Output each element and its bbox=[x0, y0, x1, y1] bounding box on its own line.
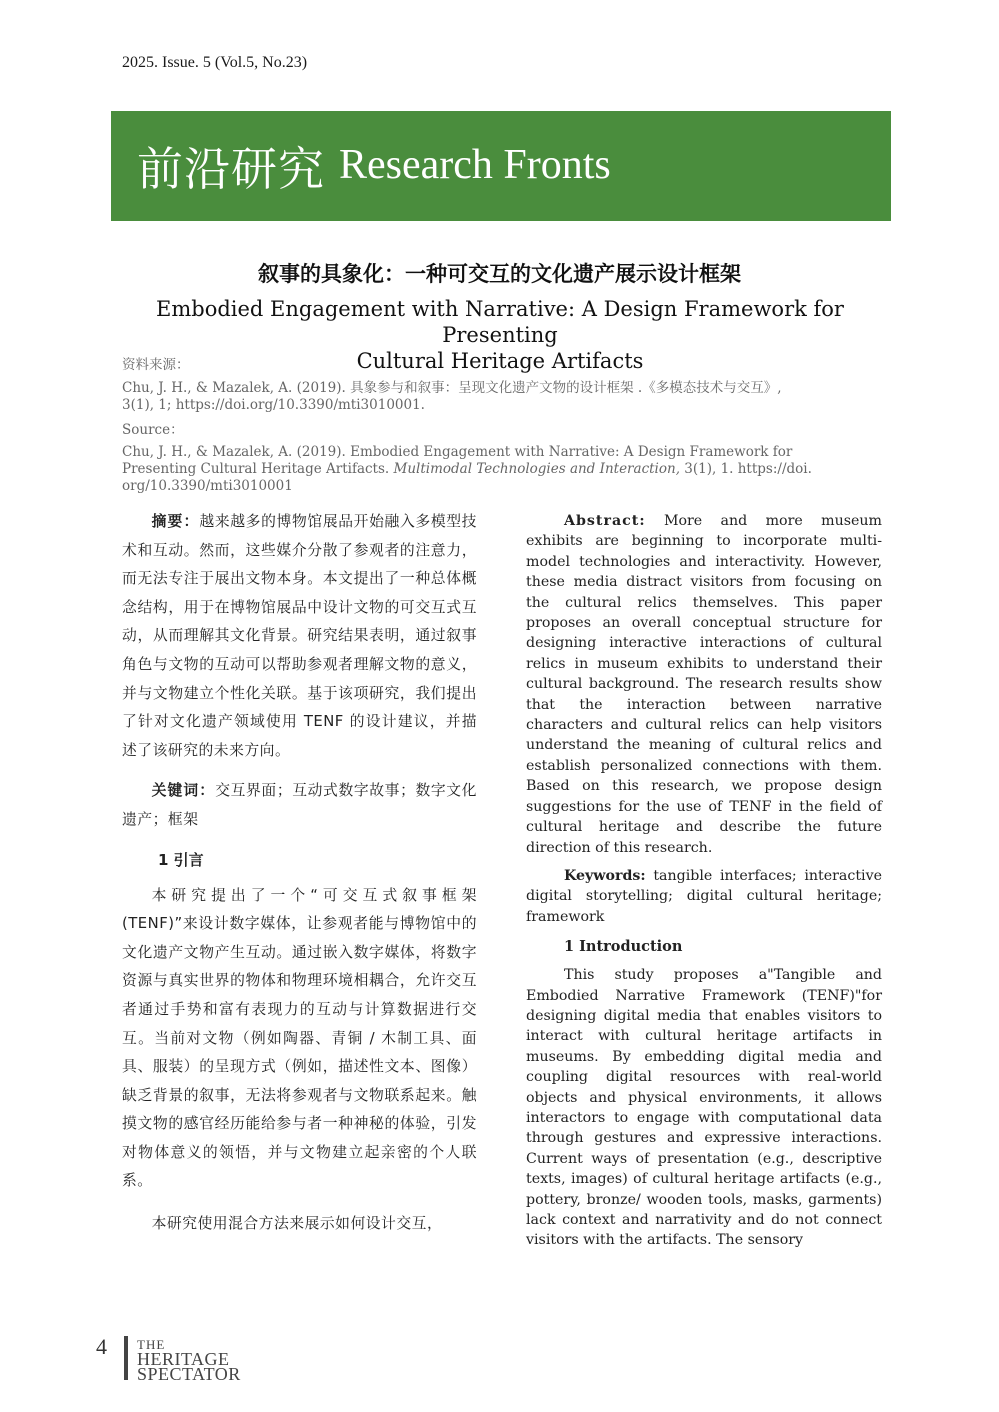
source-reference-en-tail: 3(1), 1. https://doi. bbox=[679, 461, 812, 477]
source-reference-zh bbox=[122, 380, 882, 414]
keywords-text-en: tangible interfaces; interactive digital storytelling; digital cultural heritage; framework bbox=[526, 867, 882, 925]
source-reference-en-text: Presenting Cultural Heritage Artifacts. bbox=[122, 461, 394, 477]
abstract-text-en: More and more museum exhibits are beginning to incorporate multi-model technologies and interactivity. However, these media distract visitors from focusing on the cultural relics themselves. This paper proposes an overall conceptual structure for designing interactive interactions of cultural relics in museum exhibits to understand their cultural background. The research results show that the interaction between narrative characters and cultural relics can help visitors understand the meaning of cultural relics and establish personalized connections with them. Based on this research, we propose design suggestions for the use of TENF in the field of cultural heritage and describe the future direction of this research. bbox=[526, 513, 882, 856]
footer-divider bbox=[124, 1336, 128, 1380]
keywords-label-zh: 关键词： bbox=[151, 782, 216, 800]
source-reference-en bbox=[122, 444, 882, 495]
source-reference-en-line3: org/10.3390/mti3010001 bbox=[122, 478, 293, 494]
abstract-text-zh: 越来越多的博物馆展品开始融入多模型技术和互动。然而，这些媒介分散了参观者的注意力，而无法专注于展出文物本身。本文提出了一种总体概念结构，用于在博物馆展品中设计文物的可交互式互动，从而理解其文化背景。研究结果表明，通过叙事角色与文物的互动可以帮助参观者理解文物的意义，并与文物建立个性化关联。基于该项研究，我们提出了针对文化遗产领域使用 TENF 的设计建议，并描述了该研究的未来方向。 bbox=[122, 513, 477, 759]
keywords-en bbox=[526, 866, 882, 927]
article-title-en-line2: Cultural Heritage Artifacts bbox=[356, 349, 644, 373]
section-heading-en: 1 Introduction bbox=[564, 938, 683, 956]
source-label-zh: 资料来源： bbox=[122, 357, 190, 373]
logo-line3: SPECTATOR bbox=[137, 1364, 241, 1384]
logo-line1: THE bbox=[137, 1337, 166, 1352]
keywords-text-zh: 交互界面；互动式数字故事；数字文化遗产；框架 bbox=[122, 782, 477, 828]
banner-title-en: Research Fronts bbox=[339, 142, 611, 188]
page-number: 4 bbox=[96, 1334, 107, 1359]
article-title-en-line1: Embodied Engagement with Narrative: A Design Framework for Presenting bbox=[156, 297, 844, 347]
intro-paragraph2-zh: 本研究使用混合方法来展示如何设计交互， bbox=[151, 1215, 443, 1233]
abstract-en bbox=[526, 511, 882, 858]
banner-title-zh: 前沿研究 bbox=[137, 142, 325, 196]
source-reference-zh-line1: Chu, J. H., & Mazalek, A. (2019). 具象参与和叙事：呈现文化遗产文物的设计框架 .《多模态技术与交互》, bbox=[122, 380, 782, 396]
english-column bbox=[526, 511, 882, 1251]
article-title-zh: 叙事的具象化：一种可交互的文化遗产展示设计框架 bbox=[258, 262, 741, 286]
source-reference-en-line1: Chu, J. H., & Mazalek, A. (2019). Embodied Engagement with Narrative: A Design Framework for bbox=[122, 444, 793, 460]
issue-info: 2025. Issue. 5 (Vol.5, No.23) bbox=[122, 54, 308, 71]
abstract-zh bbox=[122, 508, 477, 765]
keywords-label-en: Keywords: bbox=[564, 867, 646, 884]
source-reference-en-line2 bbox=[122, 461, 882, 478]
abstract-label-zh: 摘要： bbox=[151, 513, 200, 530]
intro-paragraph-zh: 本研究提出了一个“可交互式叙事框架(TENF)”来设计数字媒体，让参观者能与博物馆中的文化遗产文物产生互动。通过嵌入数字媒体，将数字资源与真实世界的物体和物理环境相耦合，允许交互者通过手势和富有表现力的互动与计算数据进行交互。当前对文物（例如陶器、青铜 / 木制工具、面具、服装）的呈现方式（例如，描述性文本、图像）缺乏背景的叙事，无法将参观者与文物联系起来。触摸文物的感官经历能给参与者一种神秘的体验，引发对物体意义的领悟，并与文物建立起亲密的个人联系。 bbox=[122, 886, 477, 1190]
keywords-zh bbox=[122, 777, 477, 834]
abstract-label-en: Abstract: bbox=[564, 513, 646, 529]
source-journal: Multimodal Technologies and Interaction, bbox=[393, 461, 680, 477]
section-heading-zh: 1 引言 bbox=[158, 850, 204, 869]
section-banner bbox=[111, 111, 891, 221]
intro-paragraph-en: This study proposes a"Tangible and Embodied Narrative Framework (TENF)"for designing digital media that enables visitors to interact with cultural heritage artifacts in museums. By embedding digital media and coupling digital resources with real-world objects and physical environments, it allows interactors to engage with computational data through gestures and expressive interactions. Current ways of presentation (e.g., descriptive texts, images) of cultural heritage artifacts (e.g., pottery, bronze/ wooden tools, masks, garments) lack context and narrativity and do not connect visitors with the artifacts. The sensory bbox=[526, 967, 882, 1249]
chinese-column bbox=[122, 508, 477, 1239]
source-label-en: Source： bbox=[122, 422, 184, 438]
source-reference-zh-line2: 3(1), 1; https://doi.org/10.3390/mti3010001. bbox=[122, 397, 425, 413]
logo-line2: HERITAGE bbox=[137, 1349, 230, 1369]
journal-logo bbox=[137, 1337, 241, 1382]
